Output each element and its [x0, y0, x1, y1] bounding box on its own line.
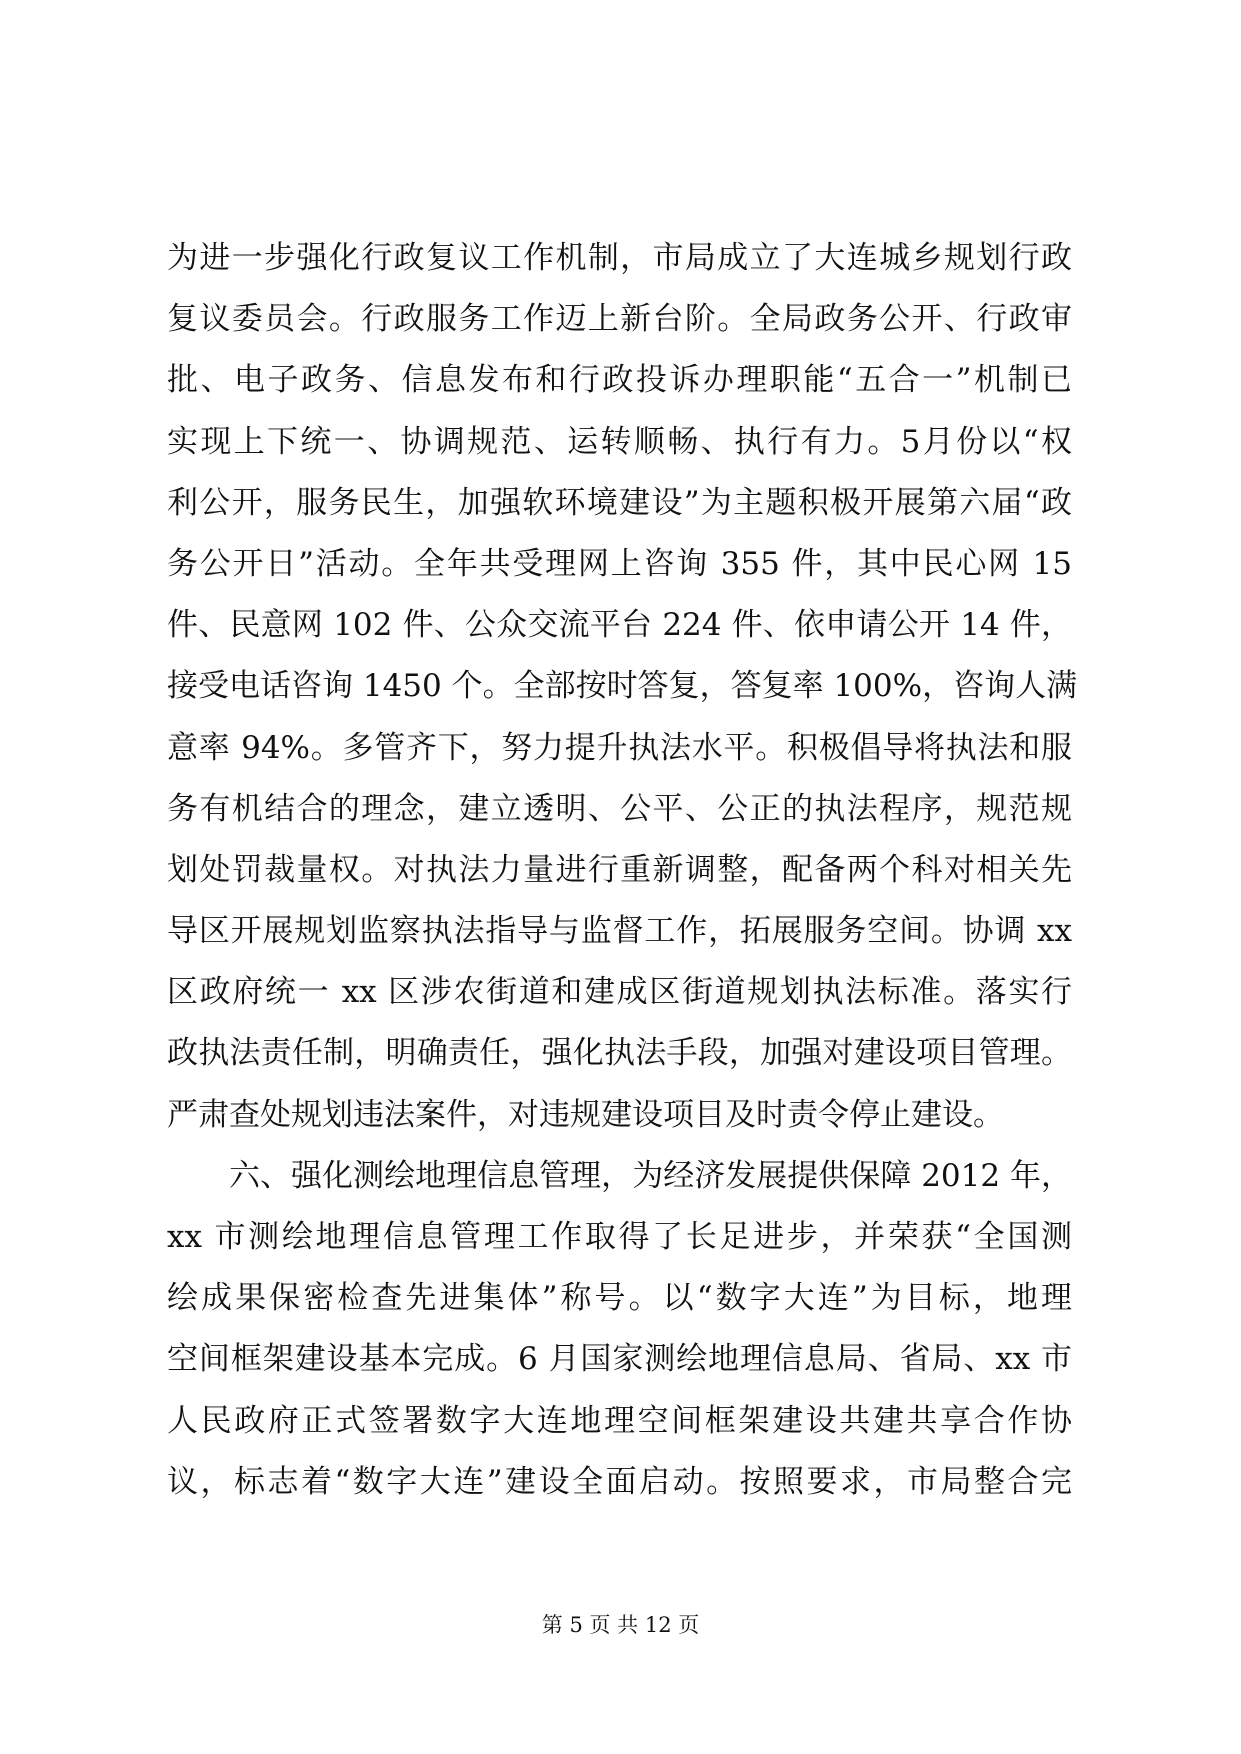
text-line: 绘成果保密检查先进集体”称号。以“数字大连”为目标，地理: [167, 1280, 1072, 1317]
text-line: 务有机结合的理念，建立透明、公平、公正的执法程序，规范规: [167, 790, 1072, 827]
text-line: 意率 94%。多管齐下，努力提升执法水平。积极倡导将执法和服: [167, 729, 1072, 766]
text-line: 人民政府正式签署数字大连地理空间框架建设共建共享合作协: [167, 1402, 1072, 1439]
page-number-footer: 第 5 页 共 12 页: [541, 1613, 700, 1637]
text-line: 严肃查处规划违法案件，对违规建设项目及时责令停止建设。: [167, 1096, 1004, 1133]
text-line: 件、民意网 102 件、公众交流平台 224 件、依申请公开 14 件，: [167, 607, 1072, 644]
section-heading-line: 六、强化测绘地理信息管理，为经济发展提供保障 2012 年，: [229, 1157, 1072, 1194]
text-line: 政执法责任制，明确责任，强化执法手段，加强对建设项目管理。: [167, 1035, 1072, 1072]
text-line: xx 市测绘地理信息管理工作取得了长足进步，并荣获“全国测: [167, 1219, 1072, 1255]
text-line: 实现上下统一、协调规范、运转顺畅、执行有力。5月份以“权: [167, 423, 1072, 460]
text-line: 为进一步强化行政复议工作机制，市局成立了大连城乡规划行政: [167, 240, 1072, 276]
document-body: [167, 228, 1078, 1513]
text-line: 复议委员会。行政服务工作迈上新台阶。全局政务公开、行政审: [167, 301, 1072, 338]
text-line: 空间框架建设基本完成。6 月国家测绘地理信息局、省局、xx 市: [167, 1341, 1072, 1378]
text-line: 接受电话咨询 1450 个。全部按时答复，答复率 100%，咨询人满: [167, 668, 1078, 705]
text-line: 批、电子政务、信息发布和行政投诉办理职能“五合一”机制已: [167, 362, 1072, 399]
text-line: 议，标志着“数字大连”建设全面启动。按照要求，市局整合完: [167, 1463, 1072, 1500]
text-line: 务公开日”活动。全年共受理网上咨询 355 件，其中民心网 15: [167, 545, 1072, 582]
text-line: 区政府统一 xx 区涉农街道和建成区街道规划执法标准。落实行: [167, 974, 1072, 1011]
text-line: 划处罚裁量权。对执法力量进行重新调整，配备两个科对相关先: [167, 851, 1072, 888]
text-line: 导区开展规划监察执法指导与监督工作，拓展服务空间。协调 xx: [167, 913, 1072, 950]
text-line: 利公开，服务民生，加强软环境建设”为主题积极开展第六届“政: [167, 484, 1072, 521]
